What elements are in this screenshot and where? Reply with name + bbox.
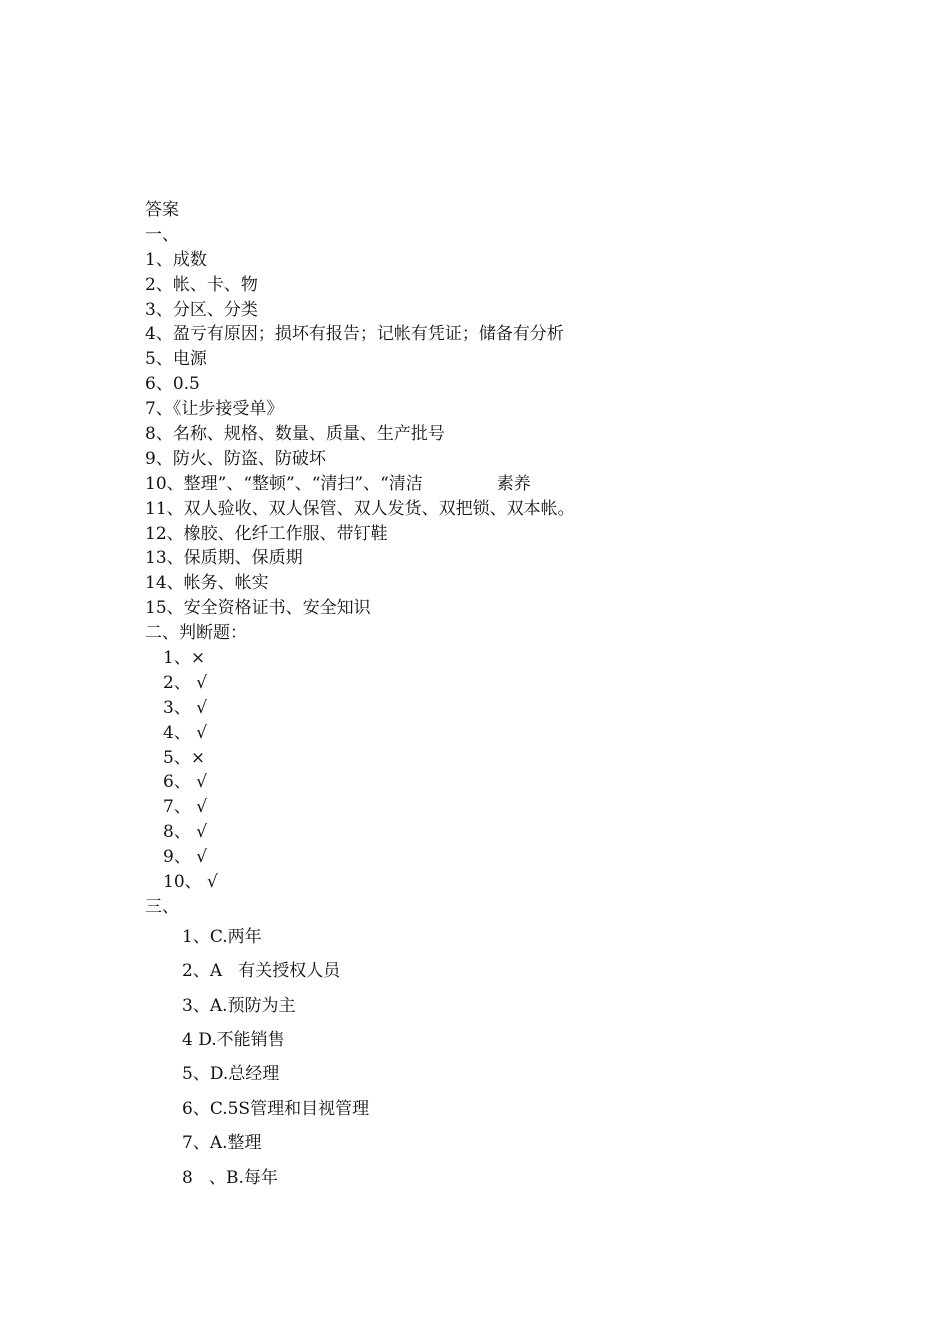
answer-item: 2、A 有关授权人员 — [182, 961, 341, 982]
answer-item: 7、A.整理 — [182, 1133, 262, 1154]
answer-item: 7、 √ — [163, 797, 208, 818]
answer-item-10-part1: 10、整理”、“整顿”、“清扫”、“清洁 — [145, 473, 423, 494]
answer-item: 4、 √ — [163, 722, 208, 743]
answer-item: 4 D.不能销售 — [182, 1030, 285, 1050]
answer-item: 3、分区、分类 — [145, 299, 258, 320]
section-heading: 三、 — [145, 896, 179, 917]
answer-item-10-part2: 素养 — [496, 473, 531, 494]
answer-item: 6、C.5S管理和目视管理 — [182, 1098, 370, 1119]
answer-document — [145, 198, 865, 1195]
answer-item: 9、 √ — [163, 847, 208, 868]
answer-item: 8 、B.每年 — [182, 1167, 278, 1188]
answer-item: 1、× — [163, 648, 206, 669]
answer-item: 13、保质期、保质期 — [145, 548, 303, 569]
answer-item: 3、 √ — [163, 697, 208, 718]
answer-item: 15、安全资格证书、安全知识 — [145, 598, 371, 619]
section-true-false — [145, 621, 865, 895]
answer-item: 12、橡胶、化纤工作服、带钉鞋 — [145, 523, 388, 544]
section-heading: 一、 — [145, 224, 179, 245]
section-heading: 二、判断题： — [145, 623, 247, 644]
answer-item: 6、0.5 — [145, 374, 200, 395]
answer-item: 6、 √ — [163, 772, 208, 793]
answer-item: 11、双人验收、双人保管、双人发货、双把锁、双本帐。 — [145, 498, 575, 519]
answer-item: 14、帐务、帐实 — [145, 573, 269, 594]
answer-item: 2、 √ — [163, 672, 208, 693]
document-title: 答案 — [145, 200, 179, 220]
answer-item: 5、D.总经理 — [182, 1064, 280, 1085]
section-fill-in — [145, 223, 865, 621]
answer-item: 2、帐、卡、物 — [145, 274, 258, 295]
answer-item: 5、× — [163, 747, 206, 768]
answer-item: 1、成数 — [145, 249, 207, 270]
answer-item: 8、名称、规格、数量、质量、生产批号 — [145, 424, 445, 445]
answer-item: 5、电源 — [145, 349, 207, 370]
answer-item: 3、A.预防为主 — [182, 995, 296, 1016]
answer-item-10 — [145, 472, 865, 497]
answer-item: 10、 √ — [163, 872, 218, 893]
answer-item: 9、防火、防盗、防破坏 — [145, 448, 326, 469]
answer-item: 8、 √ — [163, 822, 208, 843]
answer-item: 7、《让步接受单》 — [145, 399, 284, 420]
answer-item: 4、盈亏有原因；损坏有报告；记帐有凭证；储备有分析 — [145, 324, 564, 345]
answer-item: 1、C.两年 — [182, 926, 262, 947]
section-multiple-choice — [145, 895, 865, 1195]
